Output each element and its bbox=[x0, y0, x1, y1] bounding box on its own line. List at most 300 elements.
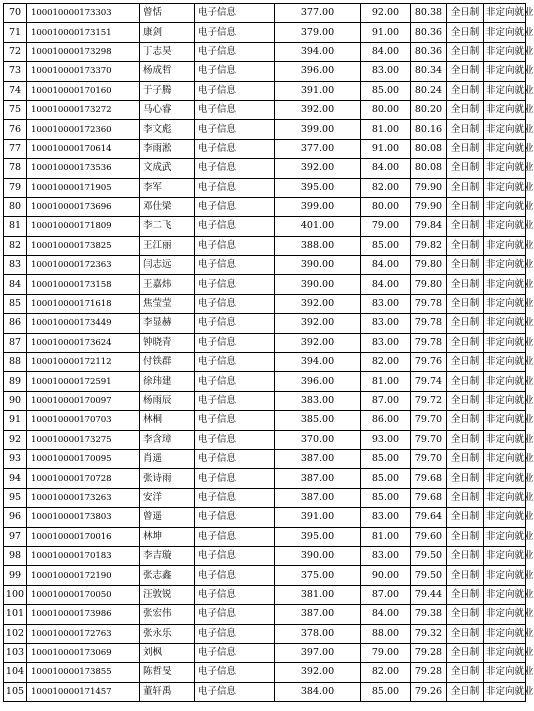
study-mode-cell: 全日制 bbox=[447, 469, 484, 488]
employment-type-cell: 非定向就业 bbox=[484, 566, 526, 585]
study-mode-cell: 全日制 bbox=[447, 546, 484, 565]
major-cell: 电子信息 bbox=[195, 469, 275, 488]
exam-score-cell: 387.00 bbox=[275, 469, 361, 488]
study-mode-cell: 全日制 bbox=[447, 197, 484, 216]
candidate-id-cell: 100010000171618 bbox=[27, 294, 140, 313]
candidate-name-cell: 李军 bbox=[140, 178, 195, 197]
candidate-id-cell: 100010000170614 bbox=[27, 139, 140, 158]
employment-type-cell: 非定向就业 bbox=[484, 391, 526, 410]
total-score-cell: 80.36 bbox=[411, 23, 447, 42]
study-mode-cell: 全日制 bbox=[447, 178, 484, 197]
exam-score-cell: 375.00 bbox=[275, 566, 361, 585]
table-row bbox=[4, 430, 526, 449]
row-number-cell: 84 bbox=[4, 275, 27, 294]
exam-score-cell: 392.00 bbox=[275, 333, 361, 352]
retest-score-cell: 80.00 bbox=[361, 100, 411, 119]
candidate-name-cell: 张永乐 bbox=[140, 624, 195, 643]
row-number-cell: 98 bbox=[4, 546, 27, 565]
retest-score-cell: 80.00 bbox=[361, 197, 411, 216]
employment-type-cell: 非定向就业 bbox=[484, 605, 526, 624]
employment-type-cell: 非定向就业 bbox=[484, 62, 526, 81]
table-row bbox=[4, 81, 526, 100]
study-mode-cell: 全日制 bbox=[447, 605, 484, 624]
exam-score-cell: 387.00 bbox=[275, 449, 361, 468]
retest-score-cell: 91.00 bbox=[361, 139, 411, 158]
study-mode-cell: 全日制 bbox=[447, 62, 484, 81]
table-row bbox=[4, 159, 526, 178]
candidate-name-cell: 文成武 bbox=[140, 159, 195, 178]
candidate-id-cell: 100010000173298 bbox=[27, 42, 140, 61]
candidate-id-cell: 100010000171457 bbox=[27, 682, 140, 701]
row-number-cell: 97 bbox=[4, 527, 27, 546]
retest-score-cell: 82.00 bbox=[361, 663, 411, 682]
candidate-name-cell: 李含璋 bbox=[140, 430, 195, 449]
major-cell: 电子信息 bbox=[195, 430, 275, 449]
row-number-cell: 100 bbox=[4, 585, 27, 604]
major-cell: 电子信息 bbox=[195, 217, 275, 236]
total-score-cell: 79.60 bbox=[411, 527, 447, 546]
exam-score-cell: 379.00 bbox=[275, 23, 361, 42]
exam-score-cell: 394.00 bbox=[275, 353, 361, 372]
major-cell: 电子信息 bbox=[195, 62, 275, 81]
study-mode-cell: 全日制 bbox=[447, 527, 484, 546]
retest-score-cell: 85.00 bbox=[361, 81, 411, 100]
total-score-cell: 79.70 bbox=[411, 449, 447, 468]
candidate-id-cell: 100010000172190 bbox=[27, 566, 140, 585]
table-row bbox=[4, 120, 526, 139]
total-score-cell: 79.78 bbox=[411, 294, 447, 313]
candidate-name-cell: 陈哲旻 bbox=[140, 663, 195, 682]
candidate-id-cell: 100010000173151 bbox=[27, 23, 140, 42]
exam-score-cell: 392.00 bbox=[275, 314, 361, 333]
retest-score-cell: 84.00 bbox=[361, 605, 411, 624]
total-score-cell: 79.80 bbox=[411, 275, 447, 294]
retest-score-cell: 84.00 bbox=[361, 159, 411, 178]
study-mode-cell: 全日制 bbox=[447, 430, 484, 449]
total-score-cell: 79.84 bbox=[411, 217, 447, 236]
table-row bbox=[4, 546, 526, 565]
candidate-id-cell: 100010000173624 bbox=[27, 333, 140, 352]
total-score-cell: 79.50 bbox=[411, 566, 447, 585]
row-number-cell: 95 bbox=[4, 488, 27, 507]
row-number-cell: 73 bbox=[4, 62, 27, 81]
candidate-id-cell: 100010000173855 bbox=[27, 663, 140, 682]
total-score-cell: 79.78 bbox=[411, 314, 447, 333]
table-row bbox=[4, 275, 526, 294]
row-number-cell: 94 bbox=[4, 469, 27, 488]
row-number-cell: 96 bbox=[4, 508, 27, 527]
exam-score-cell: 395.00 bbox=[275, 178, 361, 197]
row-number-cell: 87 bbox=[4, 333, 27, 352]
total-score-cell: 79.76 bbox=[411, 353, 447, 372]
row-number-cell: 74 bbox=[4, 81, 27, 100]
employment-type-cell: 非定向就业 bbox=[484, 663, 526, 682]
major-cell: 电子信息 bbox=[195, 508, 275, 527]
exam-score-cell: 390.00 bbox=[275, 275, 361, 294]
employment-type-cell: 非定向就业 bbox=[484, 42, 526, 61]
study-mode-cell: 全日制 bbox=[447, 120, 484, 139]
table-row bbox=[4, 488, 526, 507]
row-number-cell: 78 bbox=[4, 159, 27, 178]
employment-type-cell: 非定向就业 bbox=[484, 682, 526, 701]
table-row bbox=[4, 256, 526, 275]
major-cell: 电子信息 bbox=[195, 585, 275, 604]
table-row bbox=[4, 100, 526, 119]
candidate-name-cell: 闫志远 bbox=[140, 256, 195, 275]
major-cell: 电子信息 bbox=[195, 197, 275, 216]
study-mode-cell: 全日制 bbox=[447, 411, 484, 430]
major-cell: 电子信息 bbox=[195, 605, 275, 624]
table-row bbox=[4, 411, 526, 430]
table-row bbox=[4, 508, 526, 527]
candidate-id-cell: 100010000170183 bbox=[27, 546, 140, 565]
table-row bbox=[4, 236, 526, 255]
row-number-cell: 90 bbox=[4, 391, 27, 410]
employment-type-cell: 非定向就业 bbox=[484, 197, 526, 216]
retest-score-cell: 82.00 bbox=[361, 353, 411, 372]
table-row bbox=[4, 197, 526, 216]
total-score-cell: 80.38 bbox=[411, 4, 447, 23]
study-mode-cell: 全日制 bbox=[447, 236, 484, 255]
employment-type-cell: 非定向就业 bbox=[484, 469, 526, 488]
employment-type-cell: 非定向就业 bbox=[484, 236, 526, 255]
candidate-name-cell: 董轩禹 bbox=[140, 682, 195, 701]
candidate-id-cell: 100010000172763 bbox=[27, 624, 140, 643]
exam-score-cell: 399.00 bbox=[275, 120, 361, 139]
employment-type-cell: 非定向就业 bbox=[484, 81, 526, 100]
employment-type-cell: 非定向就业 bbox=[484, 488, 526, 507]
study-mode-cell: 全日制 bbox=[447, 508, 484, 527]
candidate-name-cell: 刘枫 bbox=[140, 643, 195, 662]
total-score-cell: 79.74 bbox=[411, 372, 447, 391]
major-cell: 电子信息 bbox=[195, 663, 275, 682]
row-number-cell: 82 bbox=[4, 236, 27, 255]
candidate-name-cell: 王嘉炜 bbox=[140, 275, 195, 294]
exam-score-cell: 392.00 bbox=[275, 294, 361, 313]
exam-score-cell: 391.00 bbox=[275, 81, 361, 100]
major-cell: 电子信息 bbox=[195, 449, 275, 468]
employment-type-cell: 非定向就业 bbox=[484, 275, 526, 294]
candidate-name-cell: 于子腾 bbox=[140, 81, 195, 100]
candidate-name-cell: 张宏伟 bbox=[140, 605, 195, 624]
row-number-cell: 102 bbox=[4, 624, 27, 643]
employment-type-cell: 非定向就业 bbox=[484, 294, 526, 313]
admission-list-table bbox=[3, 3, 534, 702]
retest-score-cell: 91.00 bbox=[361, 23, 411, 42]
retest-score-cell: 82.00 bbox=[361, 178, 411, 197]
row-number-cell: 105 bbox=[4, 682, 27, 701]
total-score-cell: 80.34 bbox=[411, 62, 447, 81]
major-cell: 电子信息 bbox=[195, 624, 275, 643]
candidate-name-cell: 徐玮建 bbox=[140, 372, 195, 391]
retest-score-cell: 87.00 bbox=[361, 391, 411, 410]
total-score-cell: 79.68 bbox=[411, 469, 447, 488]
study-mode-cell: 全日制 bbox=[447, 333, 484, 352]
candidate-id-cell: 100010000173263 bbox=[27, 488, 140, 507]
retest-score-cell: 84.00 bbox=[361, 42, 411, 61]
candidate-id-cell: 100010000170016 bbox=[27, 527, 140, 546]
major-cell: 电子信息 bbox=[195, 139, 275, 158]
exam-score-cell: 383.00 bbox=[275, 391, 361, 410]
total-score-cell: 79.90 bbox=[411, 197, 447, 216]
row-number-cell: 103 bbox=[4, 643, 27, 662]
table-row bbox=[4, 353, 526, 372]
exam-score-cell: 392.00 bbox=[275, 100, 361, 119]
total-score-cell: 80.08 bbox=[411, 159, 447, 178]
total-score-cell: 80.16 bbox=[411, 120, 447, 139]
study-mode-cell: 全日制 bbox=[447, 275, 484, 294]
major-cell: 电子信息 bbox=[195, 391, 275, 410]
row-number-cell: 89 bbox=[4, 372, 27, 391]
total-score-cell: 79.64 bbox=[411, 508, 447, 527]
table-row bbox=[4, 469, 526, 488]
employment-type-cell: 非定向就业 bbox=[484, 527, 526, 546]
candidate-name-cell: 肖遥 bbox=[140, 449, 195, 468]
major-cell: 电子信息 bbox=[195, 275, 275, 294]
employment-type-cell: 非定向就业 bbox=[484, 353, 526, 372]
table-row bbox=[4, 391, 526, 410]
row-number-cell: 104 bbox=[4, 663, 27, 682]
row-number-cell: 75 bbox=[4, 100, 27, 119]
candidate-name-cell: 杨成哲 bbox=[140, 62, 195, 81]
employment-type-cell: 非定向就业 bbox=[484, 178, 526, 197]
total-score-cell: 79.44 bbox=[411, 585, 447, 604]
exam-score-cell: 387.00 bbox=[275, 488, 361, 507]
total-score-cell: 79.68 bbox=[411, 488, 447, 507]
candidate-id-cell: 100010000171809 bbox=[27, 217, 140, 236]
table-row bbox=[4, 294, 526, 313]
exam-score-cell: 388.00 bbox=[275, 236, 361, 255]
retest-score-cell: 83.00 bbox=[361, 508, 411, 527]
table-row bbox=[4, 42, 526, 61]
candidate-name-cell: 曾遥 bbox=[140, 508, 195, 527]
major-cell: 电子信息 bbox=[195, 566, 275, 585]
candidate-name-cell: 曾恬 bbox=[140, 4, 195, 23]
exam-score-cell: 387.00 bbox=[275, 605, 361, 624]
candidate-id-cell: 100010000170050 bbox=[27, 585, 140, 604]
candidate-name-cell: 李文彪 bbox=[140, 120, 195, 139]
employment-type-cell: 非定向就业 bbox=[484, 624, 526, 643]
candidate-name-cell: 安洋 bbox=[140, 488, 195, 507]
study-mode-cell: 全日制 bbox=[447, 353, 484, 372]
total-score-cell: 79.82 bbox=[411, 236, 447, 255]
row-number-cell: 88 bbox=[4, 353, 27, 372]
retest-score-cell: 84.00 bbox=[361, 256, 411, 275]
exam-score-cell: 399.00 bbox=[275, 197, 361, 216]
exam-score-cell: 390.00 bbox=[275, 256, 361, 275]
row-number-cell: 80 bbox=[4, 197, 27, 216]
study-mode-cell: 全日制 bbox=[447, 294, 484, 313]
major-cell: 电子信息 bbox=[195, 120, 275, 139]
study-mode-cell: 全日制 bbox=[447, 663, 484, 682]
candidate-name-cell: 张诗雨 bbox=[140, 469, 195, 488]
retest-score-cell: 92.00 bbox=[361, 4, 411, 23]
retest-score-cell: 81.00 bbox=[361, 372, 411, 391]
candidate-id-cell: 100010000172112 bbox=[27, 353, 140, 372]
employment-type-cell: 非定向就业 bbox=[484, 372, 526, 391]
total-score-cell: 79.28 bbox=[411, 663, 447, 682]
retest-score-cell: 83.00 bbox=[361, 314, 411, 333]
retest-score-cell: 83.00 bbox=[361, 294, 411, 313]
major-cell: 电子信息 bbox=[195, 682, 275, 701]
major-cell: 电子信息 bbox=[195, 488, 275, 507]
employment-type-cell: 非定向就业 bbox=[484, 546, 526, 565]
candidate-id-cell: 100010000173370 bbox=[27, 62, 140, 81]
retest-score-cell: 86.00 bbox=[361, 411, 411, 430]
candidate-id-cell: 100010000172363 bbox=[27, 256, 140, 275]
candidate-name-cell: 钟晓青 bbox=[140, 333, 195, 352]
total-score-cell: 79.70 bbox=[411, 411, 447, 430]
major-cell: 电子信息 bbox=[195, 23, 275, 42]
major-cell: 电子信息 bbox=[195, 546, 275, 565]
employment-type-cell: 非定向就业 bbox=[484, 120, 526, 139]
major-cell: 电子信息 bbox=[195, 333, 275, 352]
major-cell: 电子信息 bbox=[195, 100, 275, 119]
row-number-cell: 86 bbox=[4, 314, 27, 333]
major-cell: 电子信息 bbox=[195, 353, 275, 372]
candidate-name-cell: 康剑 bbox=[140, 23, 195, 42]
retest-score-cell: 85.00 bbox=[361, 236, 411, 255]
table-row bbox=[4, 527, 526, 546]
table-row bbox=[4, 605, 526, 624]
study-mode-cell: 全日制 bbox=[447, 217, 484, 236]
total-score-cell: 79.78 bbox=[411, 333, 447, 352]
study-mode-cell: 全日制 bbox=[447, 624, 484, 643]
retest-score-cell: 79.00 bbox=[361, 643, 411, 662]
candidate-name-cell: 王江丽 bbox=[140, 236, 195, 255]
study-mode-cell: 全日制 bbox=[447, 42, 484, 61]
row-number-cell: 76 bbox=[4, 120, 27, 139]
exam-score-cell: 370.00 bbox=[275, 430, 361, 449]
candidate-name-cell: 李吉璇 bbox=[140, 546, 195, 565]
candidate-name-cell: 张志鑫 bbox=[140, 566, 195, 585]
candidate-id-cell: 100010000173158 bbox=[27, 275, 140, 294]
total-score-cell: 80.08 bbox=[411, 139, 447, 158]
row-number-cell: 83 bbox=[4, 256, 27, 275]
retest-score-cell: 83.00 bbox=[361, 62, 411, 81]
exam-score-cell: 394.00 bbox=[275, 42, 361, 61]
candidate-id-cell: 100010000173825 bbox=[27, 236, 140, 255]
total-score-cell: 79.80 bbox=[411, 256, 447, 275]
exam-score-cell: 396.00 bbox=[275, 372, 361, 391]
candidate-id-cell: 100010000172360 bbox=[27, 120, 140, 139]
candidate-id-cell: 100010000173696 bbox=[27, 197, 140, 216]
major-cell: 电子信息 bbox=[195, 411, 275, 430]
row-number-cell: 101 bbox=[4, 605, 27, 624]
study-mode-cell: 全日制 bbox=[447, 488, 484, 507]
table-row bbox=[4, 682, 526, 701]
total-score-cell: 80.36 bbox=[411, 42, 447, 61]
candidate-id-cell: 100010000170728 bbox=[27, 469, 140, 488]
table-row bbox=[4, 314, 526, 333]
candidate-name-cell: 林桐 bbox=[140, 411, 195, 430]
retest-score-cell: 85.00 bbox=[361, 449, 411, 468]
table-row bbox=[4, 217, 526, 236]
total-score-cell: 80.24 bbox=[411, 81, 447, 100]
total-score-cell: 79.90 bbox=[411, 178, 447, 197]
total-score-cell: 79.26 bbox=[411, 682, 447, 701]
exam-score-cell: 384.00 bbox=[275, 682, 361, 701]
exam-score-cell: 397.00 bbox=[275, 643, 361, 662]
total-score-cell: 80.20 bbox=[411, 100, 447, 119]
study-mode-cell: 全日制 bbox=[447, 585, 484, 604]
study-mode-cell: 全日制 bbox=[447, 81, 484, 100]
retest-score-cell: 83.00 bbox=[361, 546, 411, 565]
candidate-id-cell: 100010000171905 bbox=[27, 178, 140, 197]
study-mode-cell: 全日制 bbox=[447, 159, 484, 178]
row-number-cell: 77 bbox=[4, 139, 27, 158]
retest-score-cell: 93.00 bbox=[361, 430, 411, 449]
exam-score-cell: 390.00 bbox=[275, 546, 361, 565]
employment-type-cell: 非定向就业 bbox=[484, 585, 526, 604]
study-mode-cell: 全日制 bbox=[447, 682, 484, 701]
exam-score-cell: 385.00 bbox=[275, 411, 361, 430]
major-cell: 电子信息 bbox=[195, 294, 275, 313]
row-number-cell: 81 bbox=[4, 217, 27, 236]
employment-type-cell: 非定向就业 bbox=[484, 23, 526, 42]
retest-score-cell: 84.00 bbox=[361, 275, 411, 294]
employment-type-cell: 非定向就业 bbox=[484, 159, 526, 178]
candidate-id-cell: 100010000173275 bbox=[27, 430, 140, 449]
employment-type-cell: 非定向就业 bbox=[484, 256, 526, 275]
exam-score-cell: 395.00 bbox=[275, 527, 361, 546]
retest-score-cell: 81.00 bbox=[361, 527, 411, 546]
total-score-cell: 79.70 bbox=[411, 430, 447, 449]
candidate-name-cell: 李显赫 bbox=[140, 314, 195, 333]
employment-type-cell: 非定向就业 bbox=[484, 314, 526, 333]
table-row bbox=[4, 178, 526, 197]
candidate-id-cell: 100010000173986 bbox=[27, 605, 140, 624]
total-score-cell: 79.72 bbox=[411, 391, 447, 410]
total-score-cell: 79.50 bbox=[411, 546, 447, 565]
exam-score-cell: 392.00 bbox=[275, 159, 361, 178]
row-number-cell: 85 bbox=[4, 294, 27, 313]
retest-score-cell: 90.00 bbox=[361, 566, 411, 585]
retest-score-cell: 85.00 bbox=[361, 469, 411, 488]
major-cell: 电子信息 bbox=[195, 178, 275, 197]
table-row bbox=[4, 4, 526, 23]
table-body bbox=[4, 4, 534, 702]
employment-type-cell: 非定向就业 bbox=[484, 643, 526, 662]
study-mode-cell: 全日制 bbox=[447, 23, 484, 42]
table-row bbox=[4, 585, 526, 604]
retest-score-cell: 81.00 bbox=[361, 120, 411, 139]
employment-type-cell: 非定向就业 bbox=[484, 333, 526, 352]
employment-type-cell: 非定向就业 bbox=[484, 100, 526, 119]
major-cell: 电子信息 bbox=[195, 81, 275, 100]
employment-type-cell: 非定向就业 bbox=[484, 430, 526, 449]
study-mode-cell: 全日制 bbox=[447, 372, 484, 391]
study-mode-cell: 全日制 bbox=[447, 643, 484, 662]
major-cell: 电子信息 bbox=[195, 314, 275, 333]
study-mode-cell: 全日制 bbox=[447, 256, 484, 275]
candidate-name-cell: 林坤 bbox=[140, 527, 195, 546]
row-number-cell: 93 bbox=[4, 449, 27, 468]
retest-score-cell: 87.00 bbox=[361, 585, 411, 604]
candidate-id-cell: 100010000170095 bbox=[27, 449, 140, 468]
candidate-id-cell: 100010000173536 bbox=[27, 159, 140, 178]
major-cell: 电子信息 bbox=[195, 643, 275, 662]
employment-type-cell: 非定向就业 bbox=[484, 449, 526, 468]
candidate-id-cell: 100010000173303 bbox=[27, 4, 140, 23]
major-cell: 电子信息 bbox=[195, 372, 275, 391]
retest-score-cell: 88.00 bbox=[361, 624, 411, 643]
employment-type-cell: 非定向就业 bbox=[484, 217, 526, 236]
study-mode-cell: 全日制 bbox=[447, 449, 484, 468]
major-cell: 电子信息 bbox=[195, 527, 275, 546]
table-row bbox=[4, 23, 526, 42]
exam-score-cell: 377.00 bbox=[275, 4, 361, 23]
